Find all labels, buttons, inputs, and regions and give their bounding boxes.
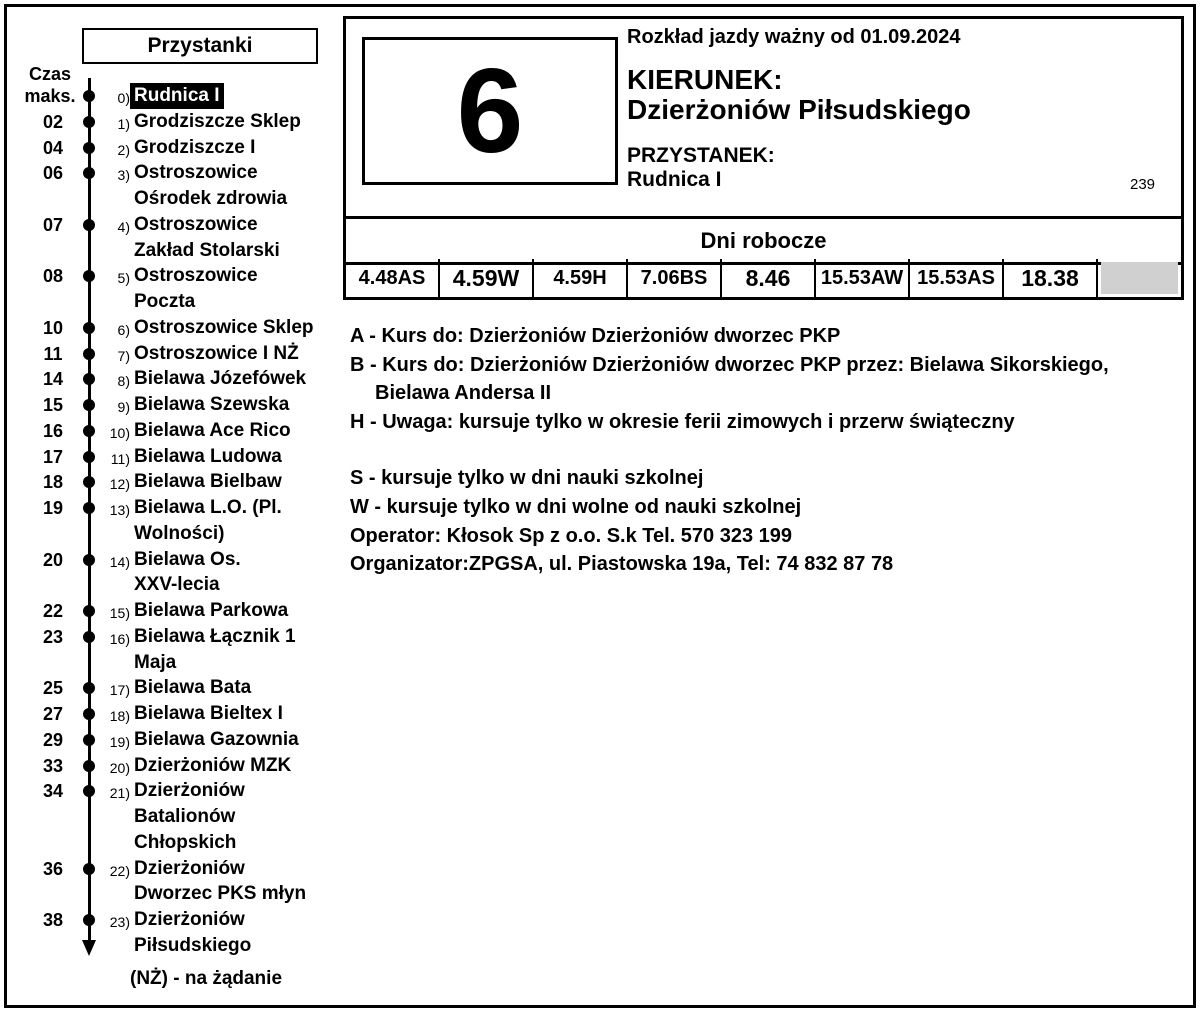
- stop-time: 04: [42, 137, 64, 158]
- stop-name-line: Ostroszowice Sklep: [134, 316, 314, 338]
- stop-name-line: Dzierżoniów: [134, 857, 245, 879]
- stops-header: Przystanki: [82, 28, 318, 64]
- stop-name-line: Bielawa Bieltex I: [134, 703, 283, 724]
- stop-name-line: Wolności): [134, 522, 225, 544]
- stop-name-line: Ostroszowice I NŻ: [134, 342, 299, 364]
- stop-name-line: Bielawa Łącznik 1: [134, 625, 296, 647]
- stop-time: 20: [42, 549, 64, 570]
- stop-dot-icon: [83, 682, 95, 694]
- stop-name-line: Dzierżoniów MZK: [134, 754, 292, 776]
- stop-row: [0, 341, 340, 367]
- stop-name-line: Bielawa Gazownia: [134, 728, 299, 750]
- note-line: W - kursuje tylko w dni wolne od nauki szkolnej: [350, 495, 802, 518]
- stop-index: 15): [109, 605, 130, 621]
- stop-row: [0, 315, 340, 341]
- stop-index: 7): [117, 347, 130, 364]
- line-number: 6: [362, 37, 618, 185]
- note-line: S - kursuje tylko w dni nauki szkolnej: [350, 467, 704, 490]
- note-line: Operator: Kłosok Sp z o.o. S.k Tel. 570 323 199: [350, 524, 793, 547]
- stop-row: [0, 598, 340, 624]
- note-line: [350, 436, 1109, 464]
- stop-name-line: Ostroszowice: [134, 213, 258, 235]
- stop-row: [0, 109, 340, 135]
- stop-row: [0, 753, 340, 779]
- stop-label: PRZYSTANEK:: [627, 144, 775, 167]
- stop-row: [0, 778, 340, 855]
- stop-name-line: Rudnica I: [130, 83, 224, 109]
- note-line: B - Kurs do: Dzierżoniów Dzierżoniów dworzec PKP przez: Bielawa Sikorskiego,: [350, 353, 1109, 376]
- stop-index: 12): [109, 476, 130, 493]
- stop-row: [0, 701, 340, 727]
- stop-time: 33: [42, 755, 64, 776]
- stop-index: 14): [109, 553, 130, 570]
- stop-dot-icon: [83, 734, 95, 746]
- note-line: Bielawa Andersa II: [375, 382, 551, 405]
- stop-index: 20): [109, 759, 130, 776]
- stop-time: 23: [42, 626, 64, 647]
- stop-time: 06: [42, 163, 64, 184]
- stop-dot-icon: [83, 425, 95, 437]
- stop-row: [0, 392, 340, 418]
- departure-empty-cell: [1101, 262, 1178, 294]
- stop-dot-icon: [83, 631, 95, 643]
- stop-dot-icon: [83, 760, 95, 772]
- stop-row: [0, 444, 340, 470]
- stop-row: [0, 469, 340, 495]
- stop-name-line: Poczta: [134, 291, 196, 312]
- stop-row: [0, 624, 340, 676]
- on-request-note: (NŻ) - na żądanie: [130, 968, 283, 989]
- stop-name-line: Grodziszcze I: [134, 136, 256, 158]
- stop-index: 6): [117, 321, 130, 338]
- stop-dot-icon: [83, 708, 95, 720]
- departure-time: 4.59H: [534, 259, 628, 297]
- stop-row: [0, 418, 340, 444]
- stop-time: 10: [42, 317, 64, 338]
- stop-index: 21): [109, 785, 130, 802]
- stop-name-line: Bielawa Ace Rico: [134, 419, 291, 441]
- stop-dot-icon: [83, 219, 95, 231]
- stop-dot-icon: [83, 399, 95, 411]
- departure-time: 8.46: [722, 259, 816, 297]
- departure-time: 4.59W: [440, 259, 534, 297]
- timetable-code: 239: [1130, 176, 1156, 193]
- stop-dot-icon: [83, 605, 95, 617]
- stop-name-line: Dzierżoniów: [134, 780, 245, 802]
- stop-time: 36: [42, 858, 64, 879]
- direction-label: KIERUNEK:: [627, 64, 783, 95]
- stop-index: 0): [117, 90, 130, 106]
- stop-index: 17): [109, 682, 130, 699]
- stop-index: 10): [109, 424, 130, 441]
- stop-index: 13): [109, 502, 130, 518]
- stop-index: 5): [117, 270, 130, 287]
- stop-index: 2): [117, 141, 130, 158]
- stop-time: 17: [42, 446, 64, 467]
- stop-row: [0, 907, 340, 959]
- stop-index: 18): [109, 708, 130, 724]
- stop-time: 27: [42, 704, 64, 724]
- stop-index: 16): [109, 630, 130, 647]
- stop-time: 19: [42, 498, 64, 518]
- stop-dot-icon: [83, 322, 95, 334]
- stop-name-line: Bielawa Parkowa: [134, 600, 289, 621]
- departure-time: 15.53AS: [910, 259, 1004, 297]
- stop-dot-icon: [83, 914, 95, 926]
- stop-dot-icon: [83, 348, 95, 360]
- stop-dot-icon: [83, 785, 95, 797]
- stop-time: 22: [42, 601, 64, 621]
- stop-name-line: Grodziszcze Sklep: [134, 110, 301, 132]
- stop-name-line: Ostroszowice: [134, 265, 258, 287]
- stop-row: [0, 160, 340, 212]
- departure-time: 7.06BS: [628, 259, 722, 297]
- direction-name: Dzierżoniów Piłsudskiego: [627, 94, 971, 125]
- stop-row: [0, 495, 340, 547]
- stop-dot-icon: [83, 554, 95, 566]
- stop-time: 07: [42, 214, 64, 235]
- day-type: Dni robocze: [343, 216, 1184, 265]
- stop-time: 08: [42, 266, 64, 287]
- stop-name-line: Batalionów: [134, 806, 236, 827]
- stop-index: 8): [117, 373, 130, 390]
- stop-name-line: Bielawa Ludowa: [134, 445, 282, 467]
- stop-time: 02: [42, 111, 64, 132]
- stop-time: 11: [43, 343, 63, 364]
- valid-from: Rozkład jazdy ważny od 01.09.2024: [627, 26, 961, 48]
- stop-row: [0, 727, 340, 753]
- stop-name-line: Bielawa Szewska: [134, 394, 290, 415]
- stop-time: 14: [42, 369, 64, 390]
- stop-index: 19): [109, 733, 130, 750]
- stop-index: 22): [109, 862, 130, 879]
- stop-dot-icon: [83, 451, 95, 463]
- stop-dot-icon: [83, 863, 95, 875]
- stop-dot-icon: [83, 167, 95, 179]
- stop-name-line: Chłopskich: [134, 831, 237, 853]
- stop-index: 9): [117, 399, 130, 415]
- note-line: A - Kurs do: Dzierżoniów Dzierżoniów dworzec PKP: [350, 325, 841, 347]
- note-line: H - Uwaga: kursuje tylko w okresie ferii zimowych i przerw świąteczny: [350, 410, 1015, 433]
- note-line: Organizator:ZPGSA, ul. Piastowska 19a, Tel: 74 832 87 78: [350, 553, 894, 576]
- stop-index: 4): [117, 218, 130, 235]
- departures-row: [343, 259, 1184, 300]
- departure-time: 15.53AW: [816, 259, 910, 297]
- stop-index: 23): [109, 914, 130, 930]
- stop-name-line: Bielawa Os.: [134, 548, 241, 570]
- stop-name-line: Zakład Stolarski: [134, 239, 280, 261]
- stop-dot-icon: [83, 476, 95, 488]
- stop-row: [0, 263, 340, 315]
- stop-name-line: Maja: [134, 651, 177, 673]
- stop-row: [0, 856, 340, 908]
- stop-dot-icon: [83, 142, 95, 154]
- stop-name-line: Dzierżoniów: [134, 909, 245, 930]
- stop-name-line: XXV-lecia: [134, 574, 220, 596]
- stop-name: Rudnica I: [627, 168, 722, 191]
- stop-name-line: Bielawa Bata: [134, 677, 252, 699]
- stop-time: 29: [42, 729, 64, 750]
- stop-dot-icon: [83, 116, 95, 128]
- notes: [350, 322, 1109, 579]
- stop-time: 25: [42, 678, 64, 699]
- stop-name-line: Bielawa Józefówek: [134, 368, 307, 390]
- stop-name-line: Dworzec PKS młyn: [134, 883, 307, 905]
- stop-time: 18: [42, 472, 64, 493]
- stop-name-line: Piłsudskiego: [134, 934, 252, 956]
- time-label-line-1: Czas: [28, 64, 72, 84]
- stop-dot-icon: [83, 373, 95, 385]
- stop-time: 16: [42, 420, 64, 441]
- stop-name-line: Bielawa L.O. (Pl.: [134, 497, 282, 518]
- stop-dot-icon: [83, 270, 95, 282]
- stop-row: [0, 675, 340, 701]
- stop-index: 3): [117, 167, 130, 184]
- stop-name-line: Ostroszowice: [134, 162, 258, 184]
- stop-row: [0, 212, 340, 264]
- stop-name-line: Bielawa Bielbaw: [134, 471, 282, 493]
- stop-time: 38: [42, 910, 64, 930]
- stop-row: [0, 83, 340, 109]
- departure-time: 4.48AS: [346, 259, 440, 297]
- stop-dot-icon: [83, 90, 95, 102]
- stop-index: 11): [110, 450, 130, 467]
- stop-dot-icon: [83, 502, 95, 514]
- stop-time: 15: [42, 395, 64, 415]
- stop-row: [0, 135, 340, 161]
- stop-row: [0, 547, 340, 599]
- stop-name-line: Ośrodek zdrowia: [134, 188, 288, 209]
- stop-row: [0, 366, 340, 392]
- stop-time: 34: [42, 781, 64, 802]
- stop-index: 1): [117, 115, 130, 132]
- time-label-line-2: maks.: [24, 86, 76, 106]
- departure-time: 18.38: [1004, 259, 1098, 297]
